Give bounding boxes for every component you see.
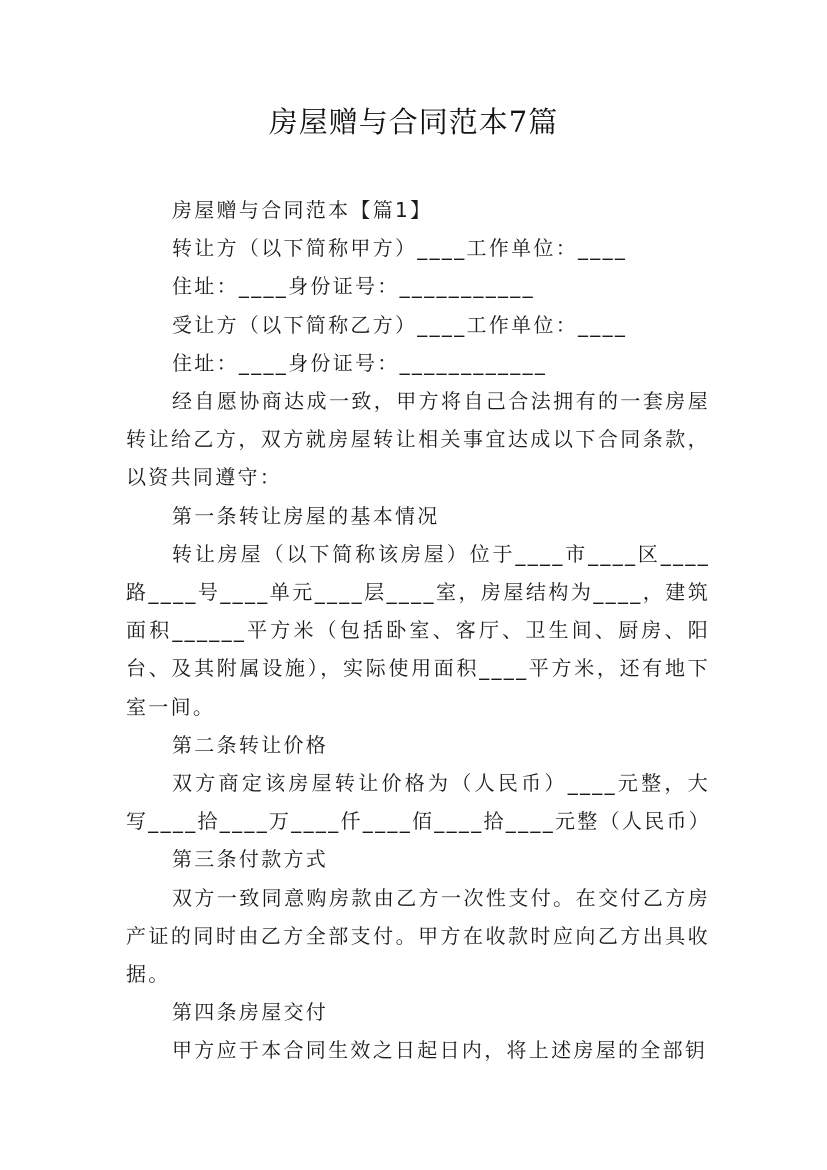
transferor-line: 转让方（以下简称甲方）____工作单位：____ xyxy=(172,236,628,261)
article-1-heading: 第一条转让房屋的基本情况 xyxy=(172,503,440,528)
article-2-paragraph: 双方商定该房屋转让价格为（人民币）____元整，大写____拾____万____仟____佰____拾____元整（人民币） xyxy=(126,771,712,834)
article-2-heading: 第二条转让价格 xyxy=(172,732,329,757)
document-body xyxy=(126,191,710,1070)
article-3-heading: 第三条付款方式 xyxy=(172,847,329,872)
article-1-paragraph: 转让房屋（以下简称该房屋）位于____市____区____路____号____单元____层____室，房屋结构为____，建筑面积______平方米（包括卧室、客厅、卫生间、厨房、阳台、及其附属设施），实际使用面积____平方米，还有地下室一间。 xyxy=(126,541,710,719)
article-3-paragraph: 双方一致同意购房款由乙方一次性支付。在交付乙方房产证的同时由乙方全部支付。甲方在收款时应向乙方出具收据。 xyxy=(126,885,710,987)
transferee-line: 受让方（以下简称乙方）____工作单位：____ xyxy=(172,312,628,337)
transferee-address-line: 住址：____身份证号：____________ xyxy=(172,350,548,375)
section-heading: 房屋赠与合同范本【篇1】 xyxy=(172,198,433,222)
document-title: 房屋赠与合同范本7篇 xyxy=(268,105,559,139)
transferor-address-line: 住址：____身份证号：___________ xyxy=(172,274,535,299)
article-4-heading: 第四条房屋交付 xyxy=(172,1000,329,1025)
article-4-paragraph: 甲方应于本合同生效之日起日内，将上述房屋的全部钥 xyxy=(172,1038,708,1063)
preamble-paragraph: 经自愿协商达成一致，甲方将自己合法拥有的一套房屋转让给乙方，双方就房屋转让相关事宜达成以下合同条款，以资共同遵守： xyxy=(126,389,710,490)
